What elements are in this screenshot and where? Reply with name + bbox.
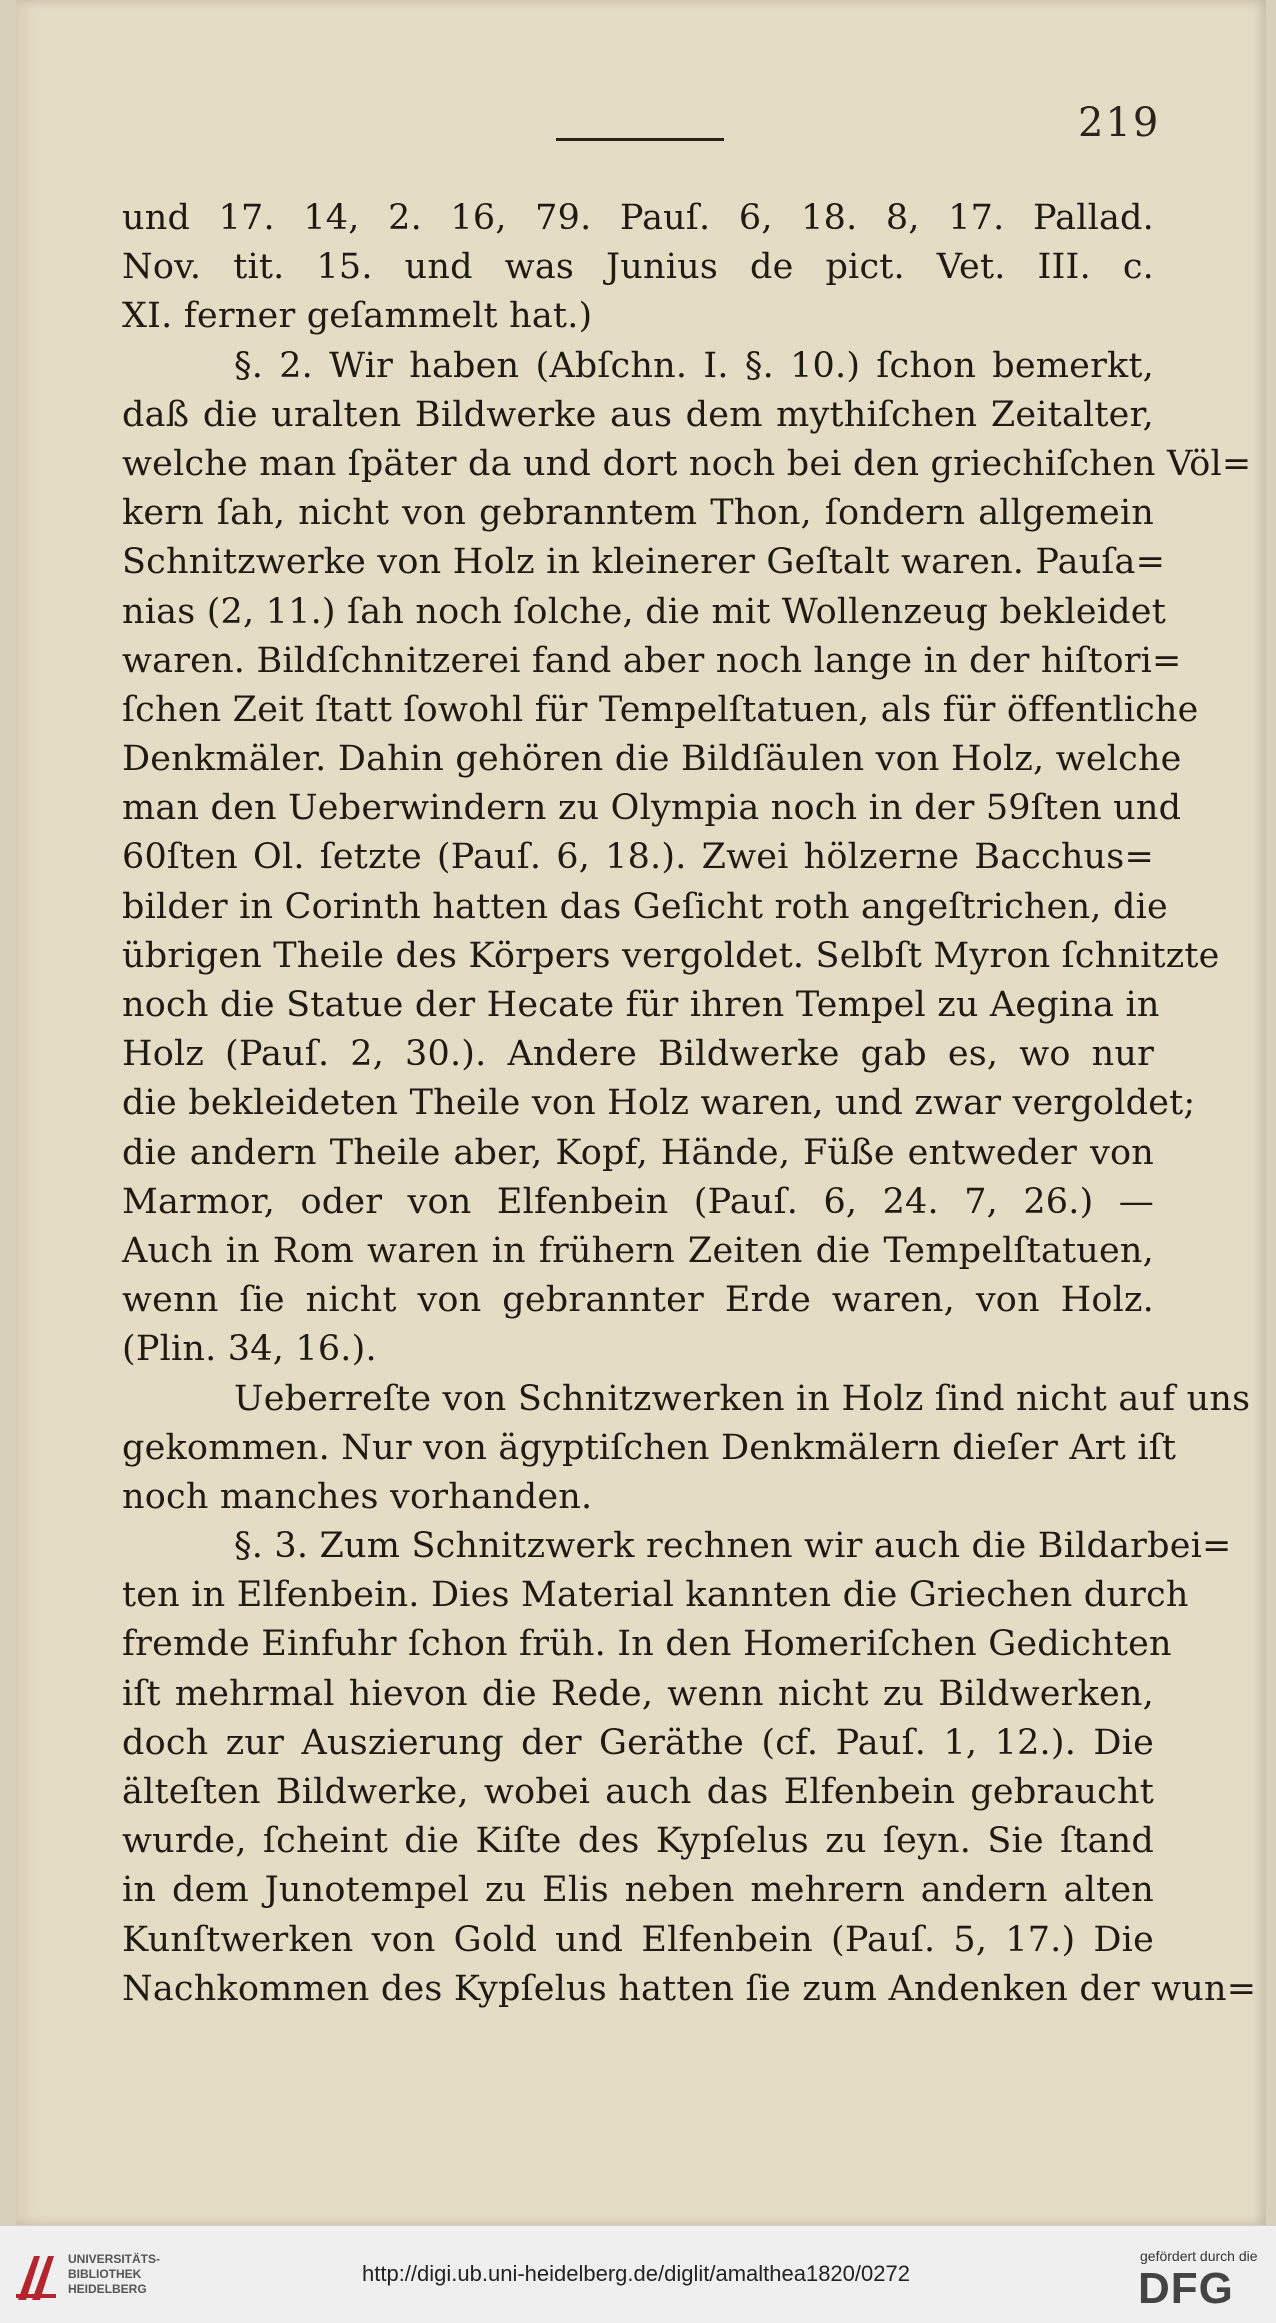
text-line: welche man ſpäter da und dort noch bei den griechiſchen Völ= <box>122 443 1252 484</box>
text-line: waren. Bildſchnitzerei fand aber noch lange in der hiſtori= <box>122 640 1182 681</box>
body-text <box>122 194 1257 2014</box>
text-line: man den Ueberwindern zu Olympia noch in der 59ſten und <box>122 788 1182 829</box>
viewer-footer <box>0 2225 1276 2323</box>
text-line: die bekleideten Theile von Holz waren, und zwar vergoldet; <box>122 1083 1196 1124</box>
text-line: daß die uralten Bildwerke aus dem mythiſchen Zeitalter, <box>122 394 1154 435</box>
text-line: noch die Statue der Hecate für ihren Tempel zu Aegina in <box>122 985 1160 1025</box>
text-line: übrigen Theile des Körpers vergoldet. Selbſt Myron ſchnitzte <box>122 935 1220 976</box>
text-line: ten in Elfenbein. Dies Material kannten die Griechen durch <box>122 1575 1189 1616</box>
text-line: fremde Einfuhr ſchon früh. In den Homeriſchen Gedichten <box>122 1624 1172 1665</box>
text-line: kern ſah, nicht von gebranntem Thon, ſondern allgemein <box>122 493 1154 534</box>
text-line: Nov. tit. 15. und was Junius de pict. Vet. III. c. <box>122 247 1154 288</box>
text-line: bilder in Corinth hatten das Geſicht roth angeſtrichen, die <box>122 886 1168 927</box>
text-line: 60ſten Ol. ſetzte (Pauſ. 6, 18.). Zwei hölzerne Bacchus= <box>122 837 1154 878</box>
text-line: (Plin. 34, 16.). <box>122 1329 377 1370</box>
text-line: Schnitzwerke von Holz in kleinerer Geſtalt waren. Pauſa= <box>122 542 1166 583</box>
text-line: doch zur Auszierung der Geräthe (cf. Pauſ. 1, 12.). Die <box>122 1722 1154 1763</box>
text-line: die andern Theile aber, Kopf, Hände, Füße entweder von <box>122 1132 1154 1173</box>
text-line: XI. ferner geſammelt hat.) <box>122 296 593 337</box>
logo-line: BIBLIOTHEK <box>68 2267 142 2281</box>
university-library-logo-icon <box>14 2248 60 2304</box>
dfg-logo: DFG <box>1138 2264 1234 2313</box>
text-line: iſt mehrmal hievon die Rede, wenn nicht zu Bildwerken, <box>122 1673 1154 1714</box>
text-line: Auch in Rom waren in frühern Zeiten die Tempelſtatuen, <box>122 1230 1154 1271</box>
text-line: gekommen. Nur von ägyptiſchen Denkmälern dieſer Art iſt <box>122 1427 1177 1468</box>
library-logo-text <box>68 2252 160 2297</box>
text-line: Ueberreſte von Schnitzwerken in Holz ſind nicht auf uns <box>234 1378 1251 1419</box>
logo-line: UNIVERSITÄTS- <box>68 2252 161 2266</box>
text-line: und 17. 14, 2. 16, 79. Pauſ. 6, 18. 8, 17. Pallad. <box>122 198 1154 238</box>
text-line: wenn ſie nicht von gebrannter Erde waren, von Holz. <box>122 1280 1154 1321</box>
text-line: wurde, ſcheint die Kiſte des Kypſelus zu ſeyn. Sie ſtand <box>122 1821 1154 1862</box>
header-rule <box>556 138 724 141</box>
page-number: 219 <box>1078 100 1161 146</box>
text-line: Marmor, oder von Elfenbein (Pauſ. 6, 24. 7, 26.) — <box>122 1181 1154 1222</box>
text-line: nias (2, 11.) ſah noch ſolche, die mit Wollenzeug bekleidet <box>122 591 1166 632</box>
permalink-url[interactable]: http://digi.ub.uni-heidelberg.de/diglit/amalthea1820/0272 <box>362 2261 910 2286</box>
text-line: noch manches vorhanden. <box>122 1476 593 1517</box>
text-line: §. 3. Zum Schnitzwerk rechnen wir auch die Bildarbei= <box>234 1526 1232 1567</box>
text-line: Holz (Pauſ. 2, 30.). Andere Bildwerke gab es, wo nur <box>122 1034 1154 1075</box>
text-line: Kunſtwerken von Gold und Elfenbein (Pauſ. 5, 17.) Die <box>122 1919 1154 1960</box>
text-line: §. 2. Wir haben (Abſchn. I. §. 10.) ſchon bemerkt, <box>234 345 1154 386</box>
text-line: Nachkommen des Kypſelus hatten ſie zum Andenken der wun= <box>122 1968 1257 2009</box>
logo-line: HEIDELBERG <box>68 2282 147 2296</box>
page-paper <box>16 0 1266 2225</box>
text-line: Denkmäler. Dahin gehören die Bildſäulen von Holz, welche <box>122 739 1182 780</box>
text-line: in dem Junotempel zu Elis neben mehrern andern alten <box>122 1870 1154 1911</box>
text-line: ſchen Zeit ſtatt ſowohl für Tempelſtatuen, als für öffentliche <box>122 689 1199 730</box>
text-line: älteſten Bildwerke, wobei auch das Elfenbein gebraucht <box>122 1772 1154 1812</box>
funded-by-label: gefördert durch die <box>1140 2248 1258 2264</box>
